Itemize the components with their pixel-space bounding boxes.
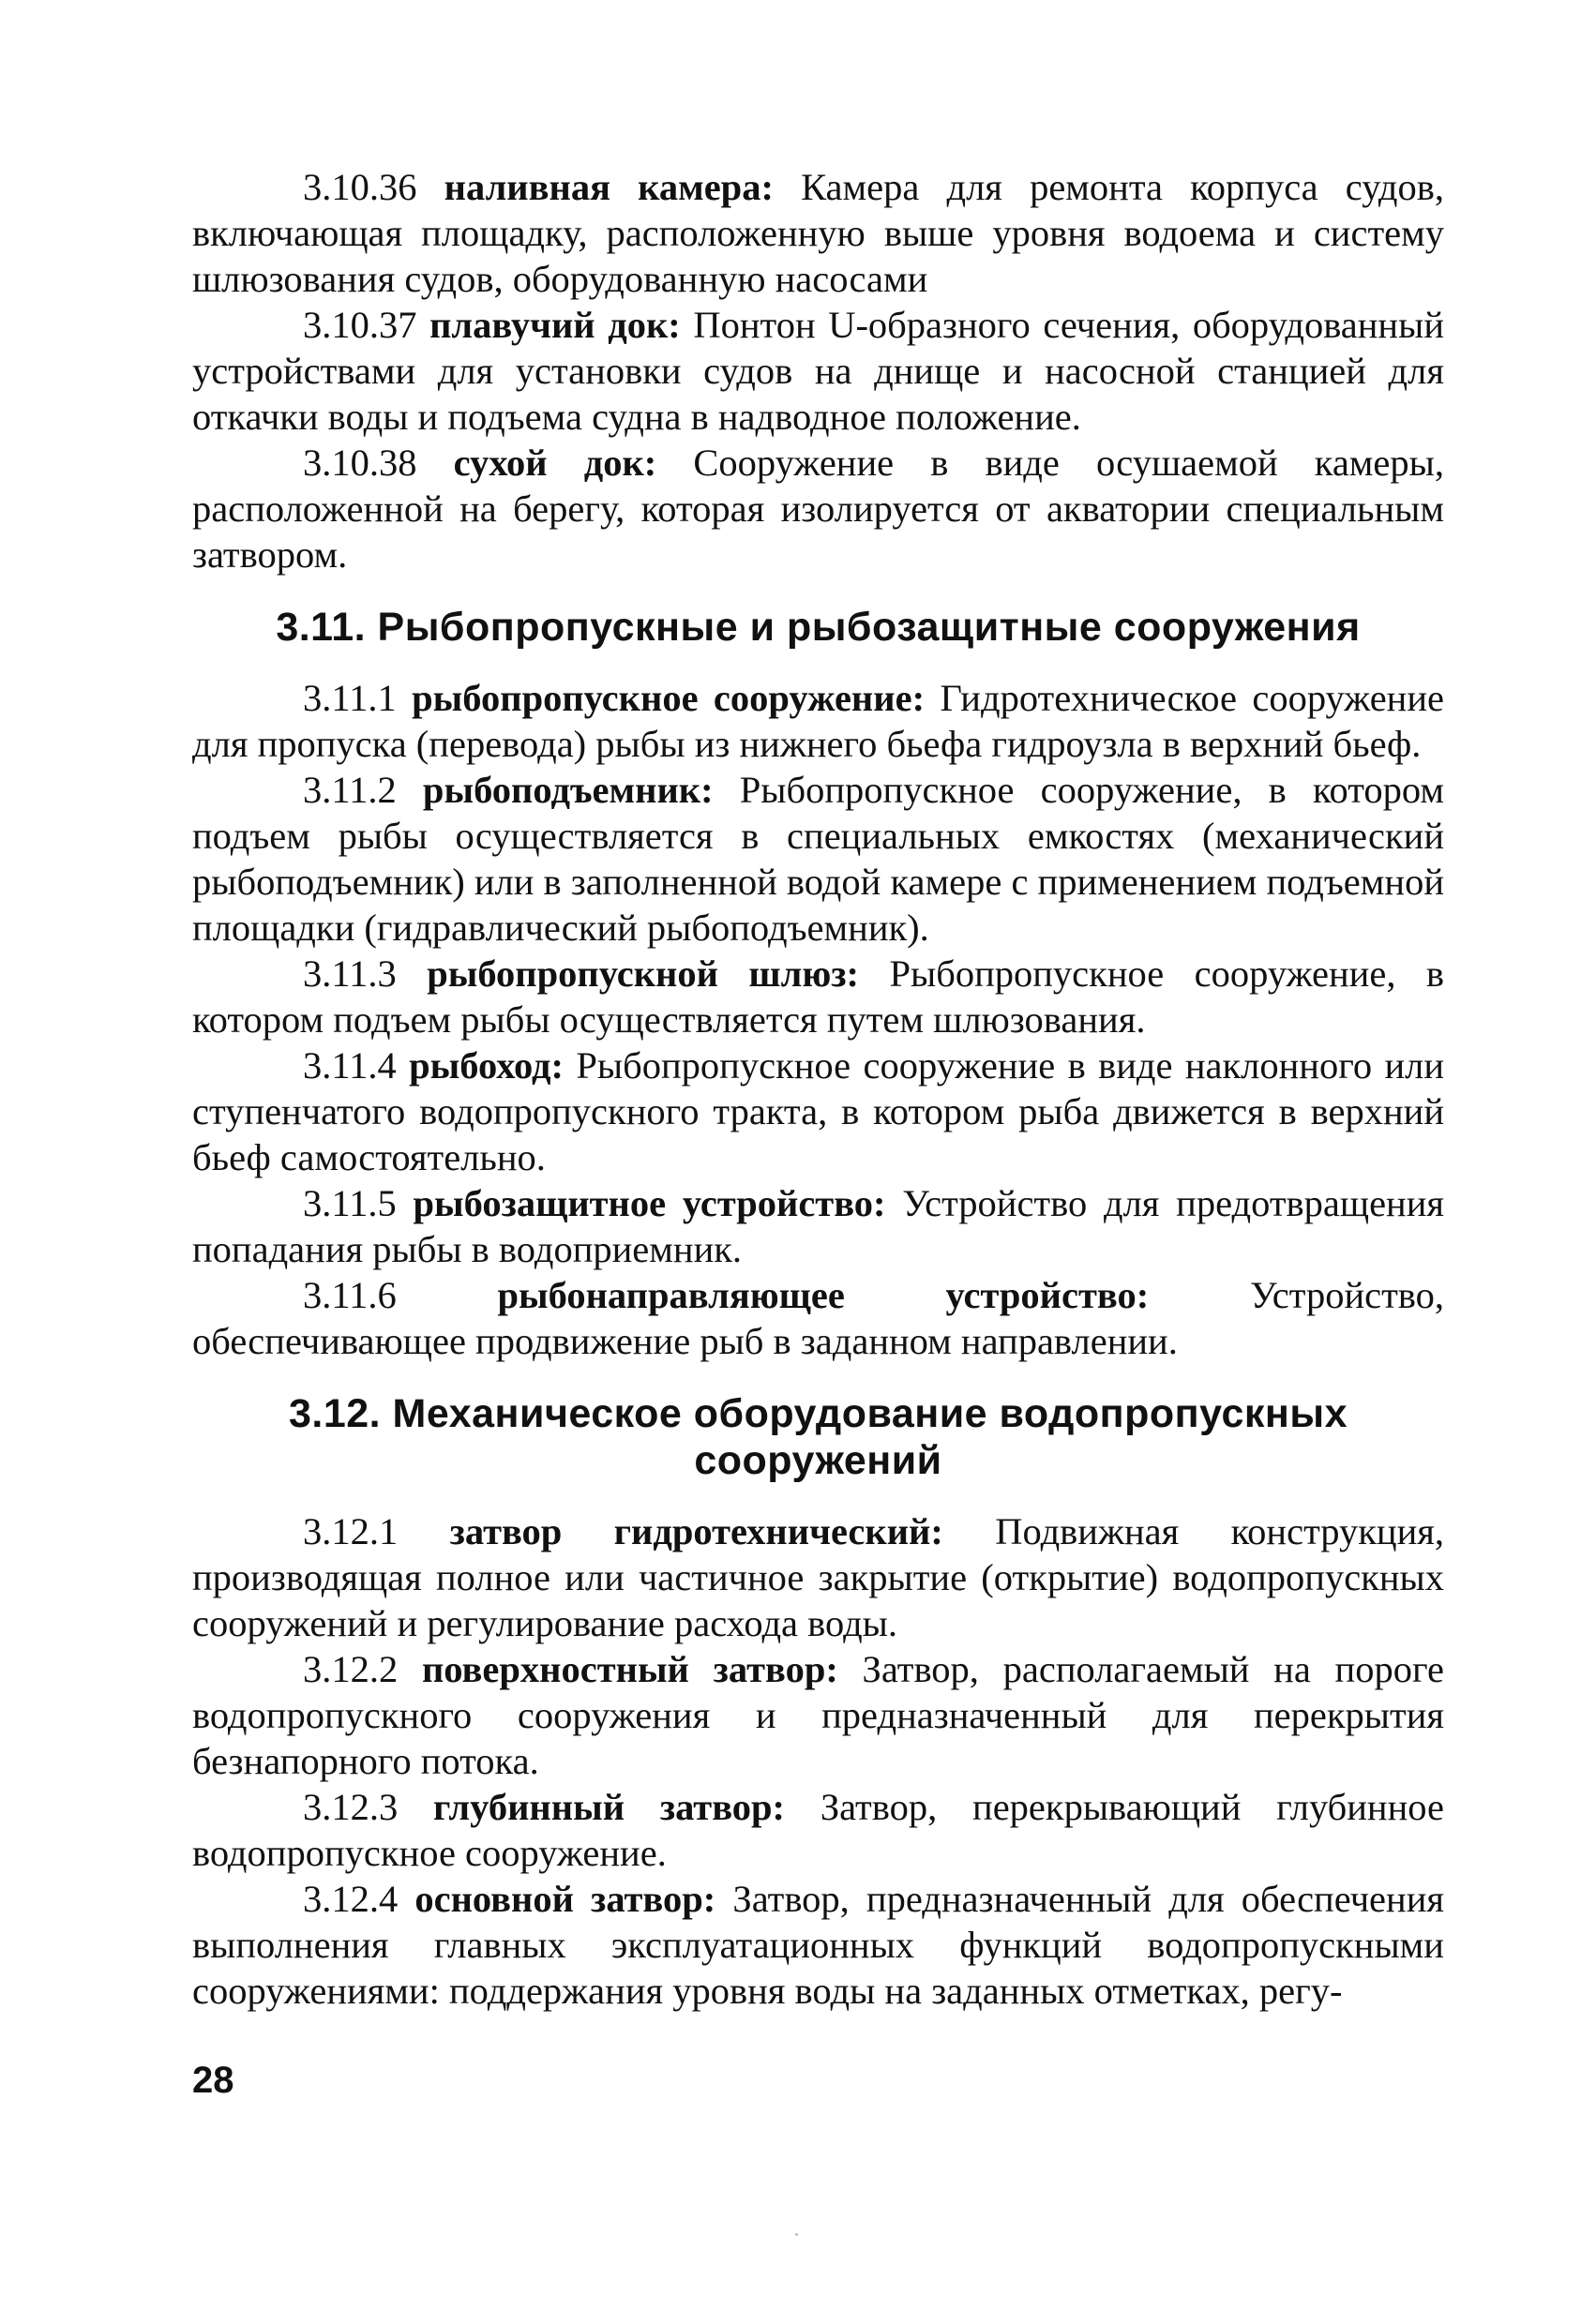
entry-number: 3.12.3 — [303, 1786, 399, 1828]
entry-term: основной затвор: — [414, 1878, 716, 1920]
entry-number: 3.12.1 — [303, 1510, 399, 1552]
entry-number: 3.12.2 — [303, 1648, 399, 1690]
entry-definition: Рыбопропускное сооружение, в котором подъем рыбы осуществляется в специальных емкостях (механический рыбоподъемник) или в заполненной водой камере с применением подъемной площадки (гидравлический рыбоподъемник). — [192, 769, 1445, 949]
definition-entry — [192, 951, 1444, 1042]
entry-number: 3.11.4 — [303, 1044, 397, 1087]
section-heading-line: 3.11. Рыбопропускные и рыбозащитные сооружения — [276, 605, 1361, 650]
definition-entry — [192, 675, 1444, 767]
entry-number: 3.11.6 — [303, 1274, 397, 1316]
entry-term: рыбоподъемник: — [422, 769, 714, 811]
definition-entry — [192, 1784, 1444, 1876]
definition-entry — [192, 1272, 1444, 1364]
section-3-11 — [192, 604, 1444, 1364]
entry-term: поверхностный затвор: — [421, 1648, 838, 1690]
entry-number: 3.10.38 — [303, 442, 417, 484]
definition-entry — [192, 1180, 1444, 1272]
page-number: 28 — [192, 2060, 234, 2101]
definition-entry — [192, 767, 1444, 951]
section-3-12 — [192, 1390, 1444, 2014]
entry-term: рыбонаправляющее устройство: — [497, 1274, 1150, 1316]
entry-definition: Сооружение в виде осушаемой камеры, расположенной на берегу, которая изолируется от акватории специальным затвором. — [192, 442, 1444, 576]
entry-number: 3.11.2 — [303, 769, 397, 811]
entry-term: плавучий док: — [429, 304, 681, 346]
entry-term: наливная камера: — [444, 166, 774, 208]
entry-term: рыбопропускной шлюз: — [427, 952, 860, 995]
entry-number: 3.11.5 — [303, 1182, 397, 1224]
entry-definition: Рыбопропускное сооружение в виде наклонного или ступенчатого водопропускного тракта, в котором рыба движется в верхний бьеф самостоятельно. — [192, 1044, 1445, 1178]
entry-definition: Рыбопропускное сооружение, в котором подъем рыбы осуществляется путем шлюзования. — [192, 952, 1444, 1041]
entry-definition: Гидротехническое сооружение для пропуска (перевода) рыбы из нижнего бьефа гидроузла в верхний бьеф. — [192, 677, 1444, 765]
entry-definition: Понтон U-образного сечения, оборудованный устройствами для установки судов на днище и насосной станцией для откачки воды и подъема судна в надводное положение. — [192, 304, 1444, 438]
entry-number: 3.11.1 — [303, 677, 397, 719]
entry-term: затвор гидротехнический: — [449, 1510, 943, 1552]
scan-speck — [795, 2233, 798, 2236]
definition-entry — [192, 1876, 1444, 2014]
section-heading-line: сооружений — [694, 1438, 942, 1483]
definition-entry — [192, 1646, 1444, 1784]
entry-definition: Затвор, предназначенный для обеспечения выполнения главных эксплуатационных функций водопропускными сооружениями: поддержания уровня воды на заданных отметках, регу- — [192, 1878, 1445, 2012]
entry-definition: Подвижная конструкция, производящая полное или частичное закрытие (открытие) водопропускных сооружений и регулирование расхода воды. — [192, 1510, 1445, 1644]
entry-number: 3.12.4 — [303, 1878, 399, 1920]
section-heading — [192, 1390, 1444, 1484]
definition-entry — [192, 302, 1444, 440]
entry-definition: Камера для ремонта корпуса судов, включающая площадку, расположенную выше уровня водоема и систему шлюзования судов, оборудованную насосами — [192, 166, 1445, 300]
entry-definition: Затвор, располагаемый на пороге водопропускного сооружения и предназначенный для перекрытия безнапорного потока. — [192, 1648, 1445, 1782]
entry-term: рыбопропускное сооружение: — [412, 677, 926, 719]
entry-definition: Затвор, перекрывающий глубинное водопропускное сооружение. — [192, 1786, 1445, 1874]
entry-term: глубинный затвор: — [433, 1786, 786, 1828]
entry-number: 3.10.36 — [303, 166, 417, 208]
entry-definition: Устройство для предотвращения попадания рыбы в водоприемник. — [192, 1182, 1445, 1270]
entry-term: сухой док: — [453, 442, 657, 484]
entry-definition: Устройство, обеспечивающее продвижение рыб в заданном направлении. — [192, 1274, 1445, 1362]
entry-number: 3.11.3 — [303, 952, 397, 995]
entry-term: рыбоход: — [409, 1044, 565, 1087]
section-heading — [192, 604, 1444, 651]
definition-entry — [192, 164, 1444, 302]
definition-entry — [192, 440, 1444, 577]
entry-term: рыбозащитное устройство: — [413, 1182, 886, 1224]
definition-entry — [192, 1042, 1444, 1180]
document-page — [192, 164, 1444, 2014]
entry-number: 3.10.37 — [303, 304, 417, 346]
section-heading-line: 3.12. Механическое оборудование водопропускных — [288, 1391, 1348, 1436]
section-3-10-continued — [192, 164, 1444, 577]
definition-entry — [192, 1508, 1444, 1646]
